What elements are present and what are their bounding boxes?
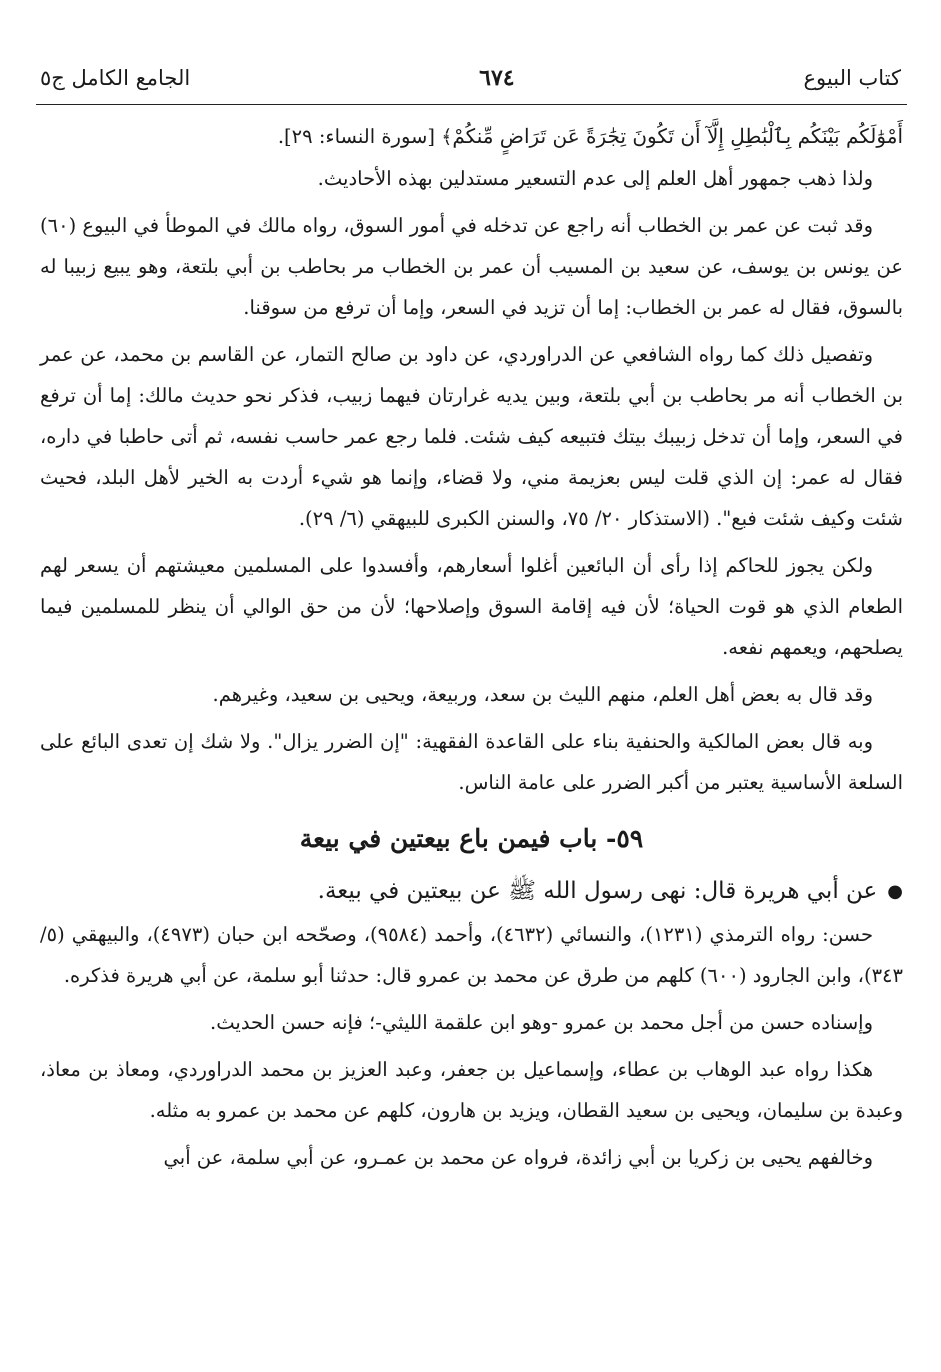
paragraph-3: وتفصيل ذلك كما رواه الشافعي عن الدراوردي، عن داود بن صالح التمار، عن القاسم بن محمد، عن عمر بن الخطاب أنه مر بحاطب بن أبي بلتعة، وبين يديه غرارتان فيهما زبيب، فذكر نحو حديث مالك: إما أن ترفع في السعر، وإما أن تدخل زبيبك بيتك فتبيعه كيف شئت. فلما رجع عمر حاسب نفسه، ثم أتى حاطبا في داره، فقال له عمر: إن الذي قلت ليس بعزيمة مني، ولا قضاء، وإنما هو شيء أردت به الخير لأهل البلد، فحيث شئت وكيف شئت فبع". (الاستذكار ٢٠/ ٧٥، والسنن الكبرى للبيهقي (٦/ ٢٩). — [40, 343, 903, 530]
quran-verse-line — [40, 116, 903, 158]
paragraph-10: وخالفهم يحيى بن زكريا بن أبي زائدة، فرواه عن محمد بن عمـرو، عن أبي سلمة، عن أبي — [163, 1146, 873, 1169]
paragraph-6: وبه قال بعض المالكية والحنفية بناء على القاعدة الفقهية: "إن الضرر يزال". ولا شك إن تعدى البائع على السلعة الأساسية يعتبر من أكبر الضرر على عامة الناس. — [40, 730, 903, 794]
bullet-icon: ● — [887, 881, 903, 902]
paragraph-1: ولذا ذهب جمهور أهل العلم إلى عدم التسعير مستدلين بهذه الأحاديث. — [317, 167, 873, 190]
running-header — [40, 58, 901, 98]
header-divider — [36, 104, 907, 105]
quran-reference: [سورة النساء: ٢٩]. — [277, 125, 435, 148]
page-body — [40, 116, 903, 1178]
paragraph-8: وإسناده حسن من أجل محمد بن عمرو -وهو ابن علقمة الليثي-؛ فإنه حسن الحديث. — [210, 1011, 873, 1034]
header-book-title: كتاب البيوع — [803, 66, 901, 90]
hadith-text: عن أبي هريرة قال: نهى رسول الله ﷺ عن بيعتين في بيعة. — [317, 878, 878, 904]
paragraph-4: ولكن يجوز للحاكم إذا رأى أن البائعين أغلوا أسعارهم، وأفسدوا على المسلمين معيشتهم أن يسعر لهم الطعام الذي هو قوت الحياة؛ لأن فيه إقامة السوق وإصلاحها؛ لأن من حق الوالي أن ينظر للمسلمين فيما يصلحهم، ويعمهم نفعه. — [40, 554, 903, 659]
header-volume-title: الجامع الكامل ج٥ — [40, 66, 191, 90]
hadith-text-line — [40, 869, 903, 914]
paragraph-5: وقد قال به بعض أهل العلم، منهم الليث بن سعد، وربيعة، ويحيى بن سعيد، وغيرهم. — [212, 683, 873, 706]
quran-verse-text: أَمْوَٰلَكُم بَيْنَكُم بِٱلْبَٰطِلِ إِلَّآ أَن تَكُونَ تِجَٰرَةً عَن تَرَاضٍ مِّنكُمْ — [452, 124, 903, 148]
paragraph-2: وقد ثبت عن عمر بن الخطاب أنه راجع عن تدخله في أمور السوق، رواه مالك في الموطأ في البيوع (٦٠) عن يونس بن يوسف، عن سعيد بن المسيب أن عمر بن الخطاب مر بحاطب بن أبي بلتعة، وهو يبيع زبيبا له بالسوق، فقال له عمر بن الخطاب: إما أن تزيد في السعر، وإما أن ترفع من سوقنا. — [40, 214, 903, 319]
page-number: ٦٧٤ — [479, 65, 515, 91]
paragraph-7: حسن: رواه الترمذي (١٢٣١)، والنسائي (٤٦٣٢)، وأحمد (٩٥٨٤)، وصحّحه ابن حبان (٤٩٧٣)، والبيهقي (٥/ ٣٤٣)، وابن الجارود (٦٠٠) كلهم من طرق عن محمد بن عمرو قال: حدثنا أبو سلمة، عن أبي هريرة فذكره. — [40, 923, 903, 987]
chapter-heading: ٥٩- باب فيمن باع بيعتين في بيعة — [299, 824, 644, 853]
paragraph-9: هكذا رواه عبد الوهاب بن عطاء، وإسماعيل بن جعفر، وعبد العزيز بن محمد الدراوردي، ومعاذ بن معاذ، وعبدة بن سليمان، ويحيى بن سعيد القطان، ويزيد بن هارون، كلهم عن محمد بن عمرو به مثله. — [40, 1058, 903, 1122]
quran-close-bracket: ﴾ — [441, 126, 453, 148]
